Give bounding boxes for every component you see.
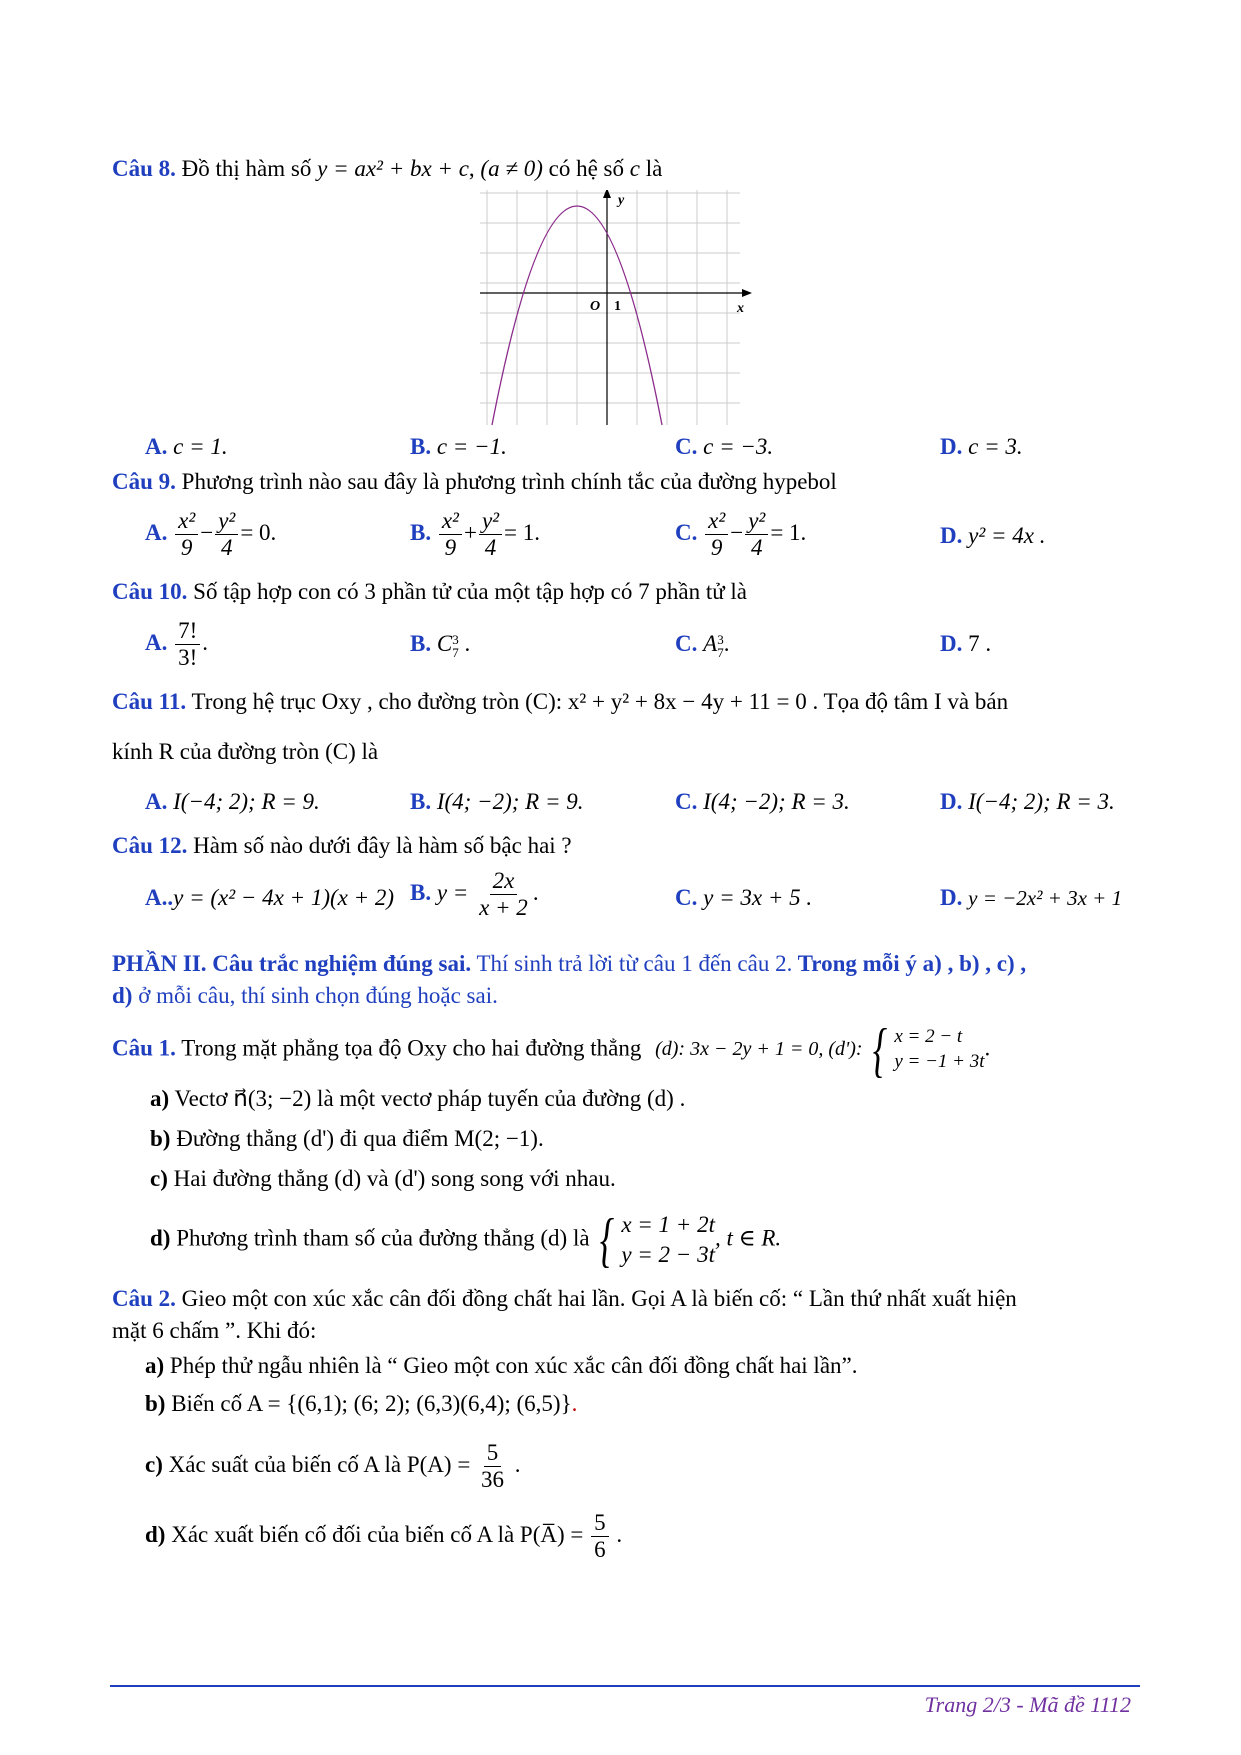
p2q1-item-b[interactable]: b) Đường thẳng (d') đi qua điểm M(2; −1). <box>150 1126 544 1151</box>
q8-option-a[interactable]: A. c = 1. <box>145 434 228 459</box>
q12-label: Câu 12. <box>112 833 188 858</box>
q11-stem-line1: Câu 11. Trong hệ trục Oxy , cho đường tròn (C): x² + y² + 8x − 4y + 11 = 0 . Tọa độ tâm I và bán <box>112 689 1009 714</box>
part2-heading-line1: PHẦN II. Câu trắc nghiệm đúng sai. Thí sinh trả lời từ câu 1 đến câu 2. Trong mỗi ý a) , b) , c) , <box>112 951 1027 976</box>
one-label: 1 <box>614 299 621 314</box>
q10-label: Câu 10. <box>112 579 188 604</box>
p2q2-label: Câu 2. <box>112 1286 176 1311</box>
x-axis-label: x <box>737 301 744 316</box>
p2q1-item-c[interactable]: c) Hai đường thẳng (d) và (d') song song với nhau. <box>150 1166 616 1191</box>
parabola-graph <box>480 190 760 430</box>
p2q1-item-a[interactable]: a) Vectơ n⃗(3; −2) là một vectơ pháp tuyến của đường (d) . <box>150 1086 686 1111</box>
q10-stem: Câu 10. Số tập hợp con có 3 phần tử của một tập hợp có 7 phần tử là <box>112 579 748 604</box>
q10-option-c[interactable]: C. A 3 7 . <box>675 631 730 660</box>
q11-option-d[interactable]: D. I(−4; 2); R = 3. <box>940 789 1115 814</box>
q8-option-c[interactable]: C. c = −3. <box>675 434 774 459</box>
q9-label: Câu 9. <box>112 469 176 494</box>
q9-option-d[interactable]: D. y² = 4x . <box>940 523 1046 548</box>
q12-option-d[interactable]: D. y = −2x² + 3x + 1 <box>940 885 1123 910</box>
q12-stem: Câu 12. Hàm số nào dưới đây là hàm số bậc hai ? <box>112 833 572 858</box>
q11-option-a[interactable]: A. I(−4; 2); R = 9. <box>145 789 320 814</box>
p2q2-item-d[interactable]: d) Xác xuất biến cố đối của biến cố A là P(A̅) = $\frac{5}{6}$ . <box>145 1510 623 1563</box>
q9-option-a[interactable]: A. $\frac{\text{x²}}{9}$ − $\frac{\text{y²}}{4}$ = 0. <box>145 508 277 561</box>
q8-option-d[interactable]: D. c = 3. <box>940 434 1023 459</box>
q9-stem: Câu 9. Phương trình nào sau đây là phương trình chính tắc của đường hypebol <box>112 469 837 494</box>
q8-option-b[interactable]: B. c = −1. <box>410 434 507 459</box>
q10-option-a[interactable]: A. $\frac{7!}{3!}$ . <box>145 618 209 671</box>
q8-formula: y = ax² + bx + c <box>317 156 469 181</box>
q11-option-c[interactable]: C. I(4; −2); R = 3. <box>675 789 850 814</box>
p2q2-stem-line2: mặt 6 chấm ”. Khi đó: <box>112 1318 317 1343</box>
q11-stem-line2: kính R của đường tròn (C) là <box>112 739 379 764</box>
p2q1-stem: Câu 1. Trong mặt phẳng tọa độ Oxy cho hai đường thẳng (d): 3x − 2y + 1 = 0, (d'): { x = 2 − t y = −1 + 3t . <box>112 1017 991 1083</box>
q11-option-b[interactable]: B. I(4; −2); R = 9. <box>410 789 584 814</box>
q11-label: Câu 11. <box>112 689 187 714</box>
q12-option-a[interactable]: A..y = (x² − 4x + 1)(x + 2) <box>145 885 395 910</box>
q8-stem: Câu 8. Đồ thị hàm số y = ax² + bx + c, (a ≠ 0) có hệ số c là <box>112 156 663 181</box>
q12-option-b[interactable]: B. y = $\frac{2x}{x + 2}$ . <box>410 868 539 921</box>
q9-option-c[interactable]: C. $\frac{\text{x²}}{9}$ − $\frac{\text{y²}}{4}$ = 1. <box>675 508 807 561</box>
p2q2-item-b[interactable]: b) Biến cố A = {(6,1); (6; 2); (6,3)(6,4); (6,5)}. <box>145 1391 578 1416</box>
y-axis-arrow <box>603 190 611 198</box>
q10-option-b[interactable]: B. C 3 7 . <box>410 631 471 660</box>
q8-label: Câu 8. <box>112 156 176 181</box>
footer-rule <box>110 1685 1140 1687</box>
q10-option-d[interactable]: D. 7 . <box>940 631 992 656</box>
q12-option-c[interactable]: C. y = 3x + 5 . <box>675 885 813 910</box>
p2q2-item-a[interactable]: a) Phép thử ngẫu nhiên là “ Gieo một con xúc xắc cân đối đồng chất hai lần”. <box>145 1353 858 1378</box>
y-axis-label: y <box>618 193 625 208</box>
p2q1-label: Câu 1. <box>112 1035 176 1061</box>
p2q2-stem-line1: Câu 2. Gieo một con xúc xắc cân đối đồng chất hai lần. Gọi A là biến cố: “ Lần thứ nhất xuất hiện <box>112 1286 1017 1311</box>
origin-label: O <box>590 299 601 314</box>
page-footer: Trang 2/3 - Mã đề 1112 <box>924 1692 1131 1717</box>
q9-option-b[interactable]: B. $\frac{\text{x²}}{9}$ + $\frac{\text{y²}}{4}$ = 1. <box>410 508 541 561</box>
part2-heading-line2: d) ở mỗi câu, thí sinh chọn đúng hoặc sai. <box>112 983 498 1008</box>
p2q1-item-d[interactable]: d) Phương trình tham số của đường thẳng (d) là { x = 1 + 2t y = 2 − 3t , t ∈ R. <box>150 1207 782 1273</box>
x-axis-arrow <box>742 289 752 297</box>
p2q2-item-c[interactable]: c) Xác suất của biến cố A là P(A) = $\frac{5}{36}$ . <box>145 1440 521 1493</box>
